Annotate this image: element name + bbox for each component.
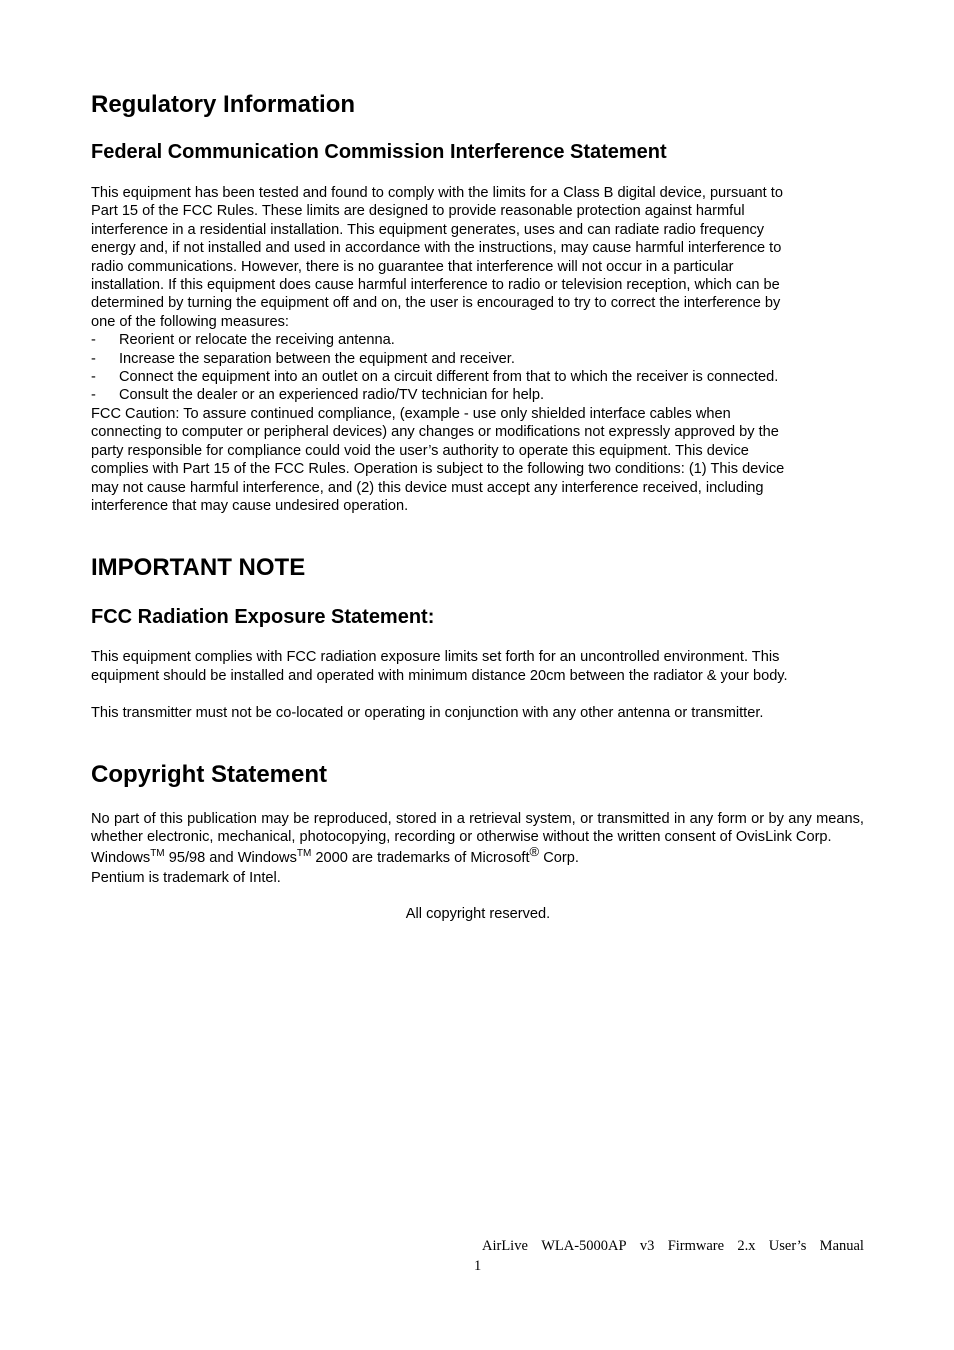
document-page xyxy=(91,88,865,924)
page-number: 1 xyxy=(474,1258,482,1274)
list-item xyxy=(91,331,865,349)
trademark-symbol: TM xyxy=(150,847,165,859)
trademark-text: Corp. xyxy=(539,849,579,866)
paragraph-line: may not cause harmful interference, and (2) this device must accept any interference received, including xyxy=(91,479,764,496)
list-item xyxy=(91,350,865,368)
regulatory-title: Regulatory Information xyxy=(91,91,356,118)
paragraph-line: FCC Caution: To assure continued compliance, (example - use only shielded interface cables when xyxy=(91,405,731,422)
fcc-title: Federal Communication Commission Interference Statement xyxy=(91,141,667,163)
list-item-text: Increase the separation between the equipment and receiver. xyxy=(119,350,515,367)
copyright-paragraph: No part of this publication may be reproduced, stored in a retrieval system, or transmitted in any form or by any means, whether electronic, mechanical, photocopying, recording or otherwise without the written consent of OvisLink Corp. xyxy=(91,810,864,846)
footer-word: Firmware xyxy=(667,1238,725,1254)
paragraph-line: interference in a residential installation. This equipment generates, uses and can radiate radio frequency xyxy=(91,221,765,238)
bullet-dash: - xyxy=(91,369,96,386)
list-item-text: Consult the dealer or an experienced radio/TV technician for help. xyxy=(119,387,545,404)
paragraph-line: Part 15 of the FCC Rules. These limits are designed to provide reasonable protection against harmful xyxy=(91,203,745,220)
paragraph-line: This equipment has been tested and found to comply with the limits for a Class B digital device, pursuant to xyxy=(91,185,783,201)
paragraph-line: radio communications. However, there is no guarantee that interference will not occur in a particular xyxy=(91,258,734,275)
list-item-text: Reorient or relocate the receiving antenna. xyxy=(119,332,395,349)
transmitter-paragraph: This transmitter must not be co-located or operating in conjunction with any other antenna or transmitter. xyxy=(91,704,764,721)
trademark-line xyxy=(91,843,865,869)
list-item xyxy=(91,368,865,386)
important-note-title: IMPORTANT NOTE xyxy=(91,554,306,582)
footer-word: WLA-5000AP xyxy=(541,1238,627,1254)
bullet-dash: - xyxy=(91,387,96,404)
paragraph-line: equipment should be installed and operated with minimum distance 20cm between the radiator & your body. xyxy=(91,667,788,684)
paragraph-line: energy and, if not installed and used in accordance with the instructions, may cause harmful interference to xyxy=(91,240,782,257)
radiation-title: FCC Radiation Exposure Statement: xyxy=(91,606,435,629)
footer-word: AirLive xyxy=(482,1238,528,1254)
footer-word: User’s xyxy=(768,1238,807,1254)
radiation-paragraph xyxy=(91,648,865,685)
footer-word: v3 xyxy=(639,1238,655,1254)
trademark-text: Windows xyxy=(91,849,151,866)
footer-word: Manual xyxy=(819,1238,864,1254)
fcc-paragraph xyxy=(91,184,865,331)
registered-symbol: ® xyxy=(529,843,540,859)
fcc-caution-paragraph xyxy=(91,405,865,515)
list-item-text: Connect the equipment into an outlet on a circuit different from that to which the receiver is connected. xyxy=(119,369,779,386)
paragraph-line: party responsible for compliance could void the user’s authority to operate this equipment. This device xyxy=(91,442,749,459)
paragraph-line: This equipment complies with FCC radiation exposure limits set forth for an uncontrolled environment. This xyxy=(91,649,780,666)
trademark-text: 2000 are trademarks of Microsoft xyxy=(311,849,530,866)
pentium-line: Pentium is trademark of Intel. xyxy=(91,869,281,886)
paragraph-line: complies with Part 15 of the FCC Rules. Operation is subject to the following two conditions: (1) This device xyxy=(91,461,785,478)
paragraph-line: connecting to computer or peripheral devices) any changes or modifications not expressly approved by the xyxy=(91,424,779,441)
bullet-dash: - xyxy=(91,350,96,367)
trademark-symbol: TM xyxy=(296,847,312,859)
copyright-reserved: All copyright reserved. xyxy=(405,906,551,923)
paragraph-line: determined by turning the equipment off and on, the user is encouraged to try to correct the interference by xyxy=(91,295,781,312)
footer-word: 2.x xyxy=(737,1238,756,1254)
list-item xyxy=(91,386,865,404)
copyright-title: Copyright Statement xyxy=(91,760,328,788)
footer-title xyxy=(482,1237,864,1256)
page-footer xyxy=(474,1237,864,1274)
measures-list xyxy=(91,331,865,405)
trademark-text: 95/98 and Windows xyxy=(164,849,297,866)
bullet-dash: - xyxy=(91,332,96,349)
paragraph-line: interference that may cause undesired operation. xyxy=(91,497,409,514)
paragraph-line: installation. If this equipment does cause harmful interference to radio or television reception, which can be xyxy=(91,277,780,294)
paragraph-line: one of the following measures: xyxy=(91,313,289,330)
